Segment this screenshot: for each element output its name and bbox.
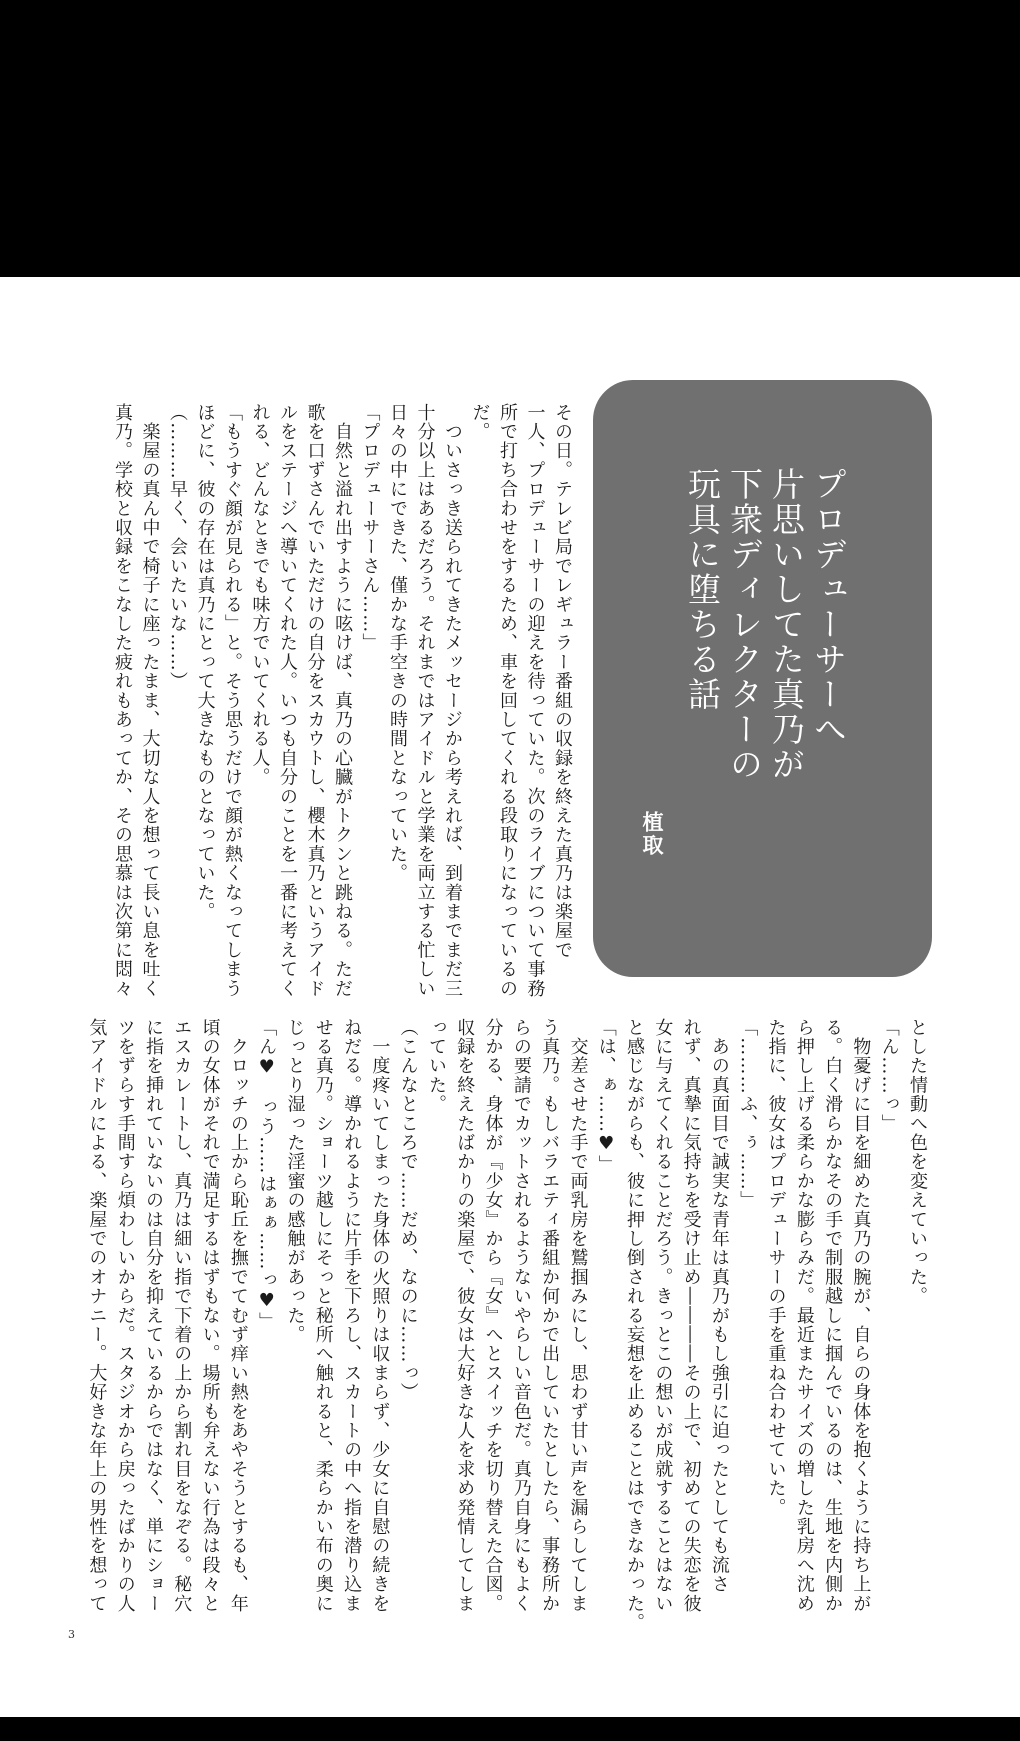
text-line: ら押し上げる柔らかな膨らみだ。最近またサイズの増した乳房へ沈め [793, 1018, 815, 1614]
text-line: せる真乃。ショーツ越しにそっと秘所へ触れると、柔らかい布の奥に [312, 1018, 334, 1614]
author-name: 植取 [640, 811, 665, 857]
text-line: その日。テレビ局でレギュラー番組の収録を終えた真乃は楽屋で [552, 403, 573, 960]
text-line: ねだる。導かれるように片手を下ろし、スカートの中へ指を潜り込ま [341, 1018, 363, 1614]
text-line: 収録を終えたばかりの楽屋で、彼女は大好きな人を求め発情してしま [454, 1018, 476, 1614]
text-line: ついさっき送られてきたメッセージから考えれば、到着までまだ三 [442, 403, 463, 999]
text-line: と感じながらも、彼に押し倒される妄想を止めることはできなかった。 [624, 1018, 646, 1633]
text-line: 気アイドルによる、楽屋でのオナニー。大好きな年上の男性を想って [86, 1018, 108, 1614]
text-line: 交差させた手で両乳房を鷲掴みにし、思わず甘い声を漏らしてしま [567, 1018, 589, 1614]
story-title [681, 467, 849, 887]
text-line: だ。 [469, 403, 491, 442]
text-line: れる、どんなときでも味方でいてくれる人。 [249, 403, 271, 787]
text-line: っていた。 [425, 1018, 447, 1114]
text-line: 真乃。学校と収録をこなした疲れもあってか、その思慕は次第に悶々 [112, 403, 133, 999]
text-line: 一度疼いてしまった身体の火照りは収まらず、少女に自慰の続きを [369, 1018, 391, 1614]
text-line: 「もうすぐ顔が見られる」と。そう思うだけで顔が熱くなってしまう [222, 403, 243, 999]
title-line: 片思いしてた真乃が [767, 467, 806, 782]
body-text-bottom [82, 1018, 931, 1633]
text-line: う真乃。もしバラエティ番組か何かで出していたとしたら、事務所か [539, 1018, 561, 1614]
text-line: た指に、彼女はプロデューサーの手を重ね合わせていた。 [765, 1018, 787, 1518]
text-line: クロッチの上から恥丘を撫でてむず痒い熱をあやそうとするも、年 [227, 1018, 249, 1614]
text-line: 「ん……っ」 [878, 1018, 900, 1134]
text-line: エスカレートし、真乃は細い指で下着の上から割れ目をなぞる。秘穴 [171, 1018, 193, 1614]
text-line: ルをステージへ導いてくれた人。いつも自分のことを一番に考えてく [277, 403, 298, 999]
text-line: 歌を口ずさんでいただけの自分をスカウトし、櫻木真乃というアイド [304, 403, 326, 999]
text-line: 「ん♥ っう……はぁぁ……っ♥」 [256, 1018, 278, 1332]
text-line: 頃の女体がそれで満足するはずもない。場所も弁えない行為は段々と [199, 1018, 221, 1614]
title-line: 玩具に堕ちる話 [683, 467, 722, 712]
text-line: 十分以上はあるだろう。それまではアイドルと学業を両立する忙しい [414, 403, 436, 999]
text-line: に指を挿れていないのは自分を抑えているからではなく、単にショー [142, 1018, 164, 1614]
text-line: 一人、プロデューサーの迎えを待っていた。次のライブについて事務 [524, 403, 546, 999]
text-line: 物憂げに目を細めた真乃の腕が、自らの身体を抱くように持ち上が [850, 1018, 872, 1614]
title-line: 下衆ディレクターの [725, 467, 764, 782]
text-line: れず、真摯に気持ちを受け止め――――その上で、初めての失恋を彼 [680, 1018, 702, 1614]
text-line: 「は、ぁ……♥」 [595, 1018, 617, 1175]
text-line: 「プロデューサーさん……」 [359, 403, 381, 653]
text-line: 楽屋の真ん中で椅子に座ったまま、大切な人を想って長い息を吐く [139, 403, 161, 999]
text-line: る。白く滑らかなその手で制服越しに掴んでいるのは、生地を内側か [822, 1018, 844, 1614]
text-line: 分かる、身体が『少女』から『女』へとスイッチを切り替えた合図。 [482, 1018, 504, 1614]
text-line: 自然と溢れ出すように呟けば、真乃の心臓がトクンと跳ねる。ただ [332, 403, 353, 999]
text-line: らの要請でカットされるようないやらしい音色だ。真乃自身にもよく [510, 1018, 532, 1614]
title-line: プロデューサーへ [809, 467, 848, 747]
text-line: 女に与えてくれることだろう。きっとこの想いが成就することはない [652, 1018, 674, 1614]
body-text-top [108, 403, 576, 999]
text-line: ほどに、彼の存在は真乃にとって大きなものとなっていた。 [194, 403, 216, 922]
text-line: あの真面目で誠実な青年は真乃がもし強引に迫ったとしても流さ [708, 1018, 730, 1594]
text-line: ツをずらす手間すら煩わしいからだ。スタジオから戻ったばかりの人 [114, 1018, 136, 1614]
text-line: （こんなところで……だめ、なのに……っ） [397, 1018, 419, 1402]
text-line: 「………ふ、ぅ……」 [737, 1018, 759, 1210]
page-number: 3 [68, 1628, 75, 1641]
text-line: とした情動へ色を変えていった。 [907, 1018, 928, 1306]
text-line: じっとり湿った淫蜜の感触があった。 [284, 1018, 306, 1345]
text-line: （………早く、会いたいな……） [167, 403, 188, 691]
text-line: 日々の中にできた、僅かな手空きの時間となっていた。 [387, 403, 408, 883]
text-line: 所で打ち合わせをするため、車を回してくれる段取りになっているの [497, 403, 518, 999]
